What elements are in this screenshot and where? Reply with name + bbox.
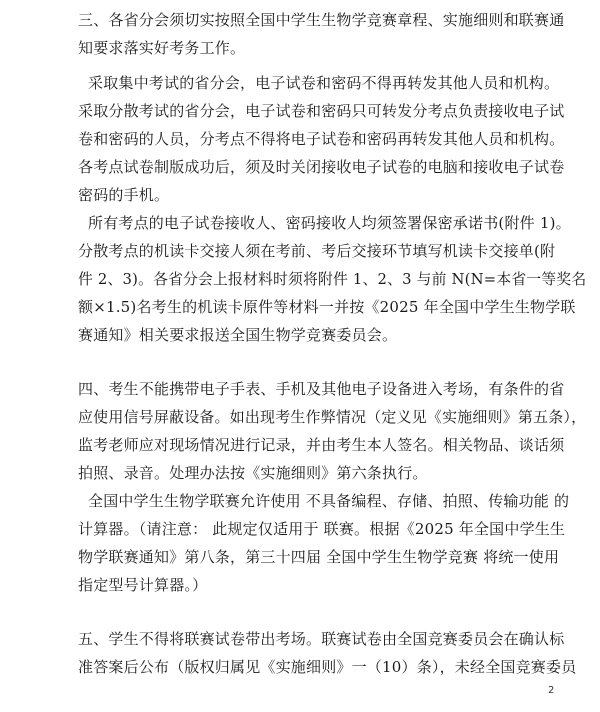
section-3-heading-line-2: 知要求落实好考务工作。 xyxy=(78,39,246,57)
page-number: 2 xyxy=(548,685,555,696)
section-3-paragraph-1-line-3: 卷和密码的人员，分考点不得将电子试卷和密码再转发其他人员和机构。 xyxy=(78,130,565,148)
section-3-paragraph-1-line-2: 采取分散考试的省分会，电子试卷和密码只可转发分考点负责接收电子试 xyxy=(78,102,565,120)
section-4-heading-line-1: 四、考生不能携带电子手表、手机及其他电子设备进入考场，有条件的省 xyxy=(78,380,565,398)
section-3-paragraph-2-line-4: 额×1.5)名考生的机读卡原件等材料一并按《2025 年全国中学生生物学联 xyxy=(78,298,576,316)
section-4-paragraph-1-line-2: 计算器。（请注意： 此规定仅适用于 联赛。根据《2025 年全国中学生生 xyxy=(78,520,566,538)
section-3-paragraph-2-line-3: 件 2、3)。各省分会上报材料时须将附件 1、2、3 与前 N(N=本省一等奖名 xyxy=(78,270,587,288)
section-3-paragraph-2-line-2: 分散考点的机读卡交接人须在考前、考后交接环节填写机读卡交接单(附 xyxy=(78,242,556,260)
section-3-paragraph-2-line-1: 所有考点的电子试卷接收人、密码接收人均须签署保密承诺书(附件 1)。 xyxy=(88,214,571,232)
section-4-heading-line-3: 监考老师应对现场情况进行记录，并由考生本人签名。相关物品、谈话须 xyxy=(78,436,565,454)
section-3-paragraph-1-line-4: 各考点试卷制版成功后，须及时关闭接收电子试卷的电脑和接收电子试卷 xyxy=(78,158,565,176)
section-4-paragraph-1-line-1: 全国中学生生物学联赛允许使用 不具备编程、存储、拍照、传输功能 的 xyxy=(88,492,570,510)
section-4-paragraph-1-line-3: 物学联赛通知》第八条，第三十四届 全国中学生生物学竞赛 将统一使用 xyxy=(78,548,560,566)
section-4-heading-line-4: 拍照、录音。处理办法按《实施细则》第六条执行。 xyxy=(78,464,428,482)
section-3-paragraph-1-line-5: 密码的手机。 xyxy=(78,186,170,204)
section-4-paragraph-1-line-4: 指定型号计算器。） xyxy=(78,576,208,594)
section-4-heading-line-2: 应使用信号屏蔽设备。如出现考生作弊情况（定义见《实施细则》第五条）， xyxy=(78,408,587,426)
section-3-paragraph-2-line-5: 赛通知》相关要求报送全国生物学竞赛委员会。 xyxy=(78,326,398,344)
section-3-heading-line-1: 三、各省分会须切实按照全国中学生生物学竞赛章程、实施细则和联赛通 xyxy=(78,11,565,29)
section-5-heading-line-1: 五、学生不得将联赛试卷带出考场。联赛试卷由全国竞赛委员会在确认标 xyxy=(78,630,565,648)
section-3-paragraph-1-line-1: 采取集中考试的省分会，电子试卷和密码不得再转发其他人员和机构。 xyxy=(88,74,560,92)
section-5-heading-line-2: 准答案后公布（版权归属见《实施细则》一（10）条），未经全国竞赛委员 xyxy=(78,658,577,676)
